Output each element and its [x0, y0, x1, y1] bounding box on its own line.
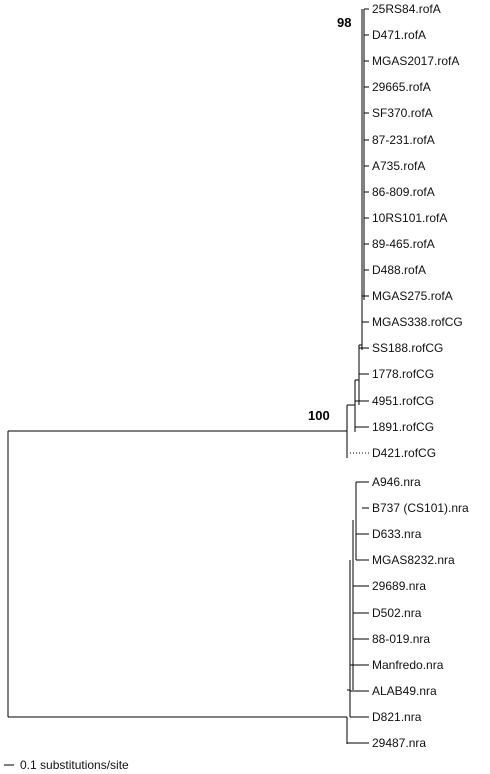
upper-clade-leaf-label: 10RS101.rofA [372, 211, 448, 225]
lower-clade-leaf-label: ALAB49.nra [372, 684, 437, 698]
upper-clade-leaf-label: MGAS2017.rofA [372, 54, 460, 68]
upper-clade-leaf-label: 1778.rofCG [372, 367, 435, 381]
lower-clade-leaf-label: B737 (CS101).nra [372, 501, 469, 515]
upper-clade-leaf-label: SF370.rofA [372, 106, 433, 120]
leaf-labels [372, 2, 469, 750]
upper-clade-leaf-label: MGAS275.rofA [372, 289, 453, 303]
upper-clade-leaf-label: 29665.rofA [372, 80, 431, 94]
upper-clade-leaf-label: 25RS84.rofA [372, 2, 441, 16]
lower-clade-leaf-label: D502.nra [372, 606, 422, 620]
upper-clade-leaf-label: D488.rofA [372, 263, 427, 277]
lower-clade-leaf-label: D633.nra [372, 527, 422, 541]
scale-bar [4, 758, 129, 772]
upper-clade-leaf-label: 86-809.rofA [372, 185, 435, 199]
upper-clade-leaf-label: 1891.rofCG [372, 420, 435, 434]
lower-clade-leaf-label: Manfredo.nra [372, 658, 444, 672]
upper-clade-leaf-label: MGAS338.rofCG [372, 315, 463, 329]
upper-clade-leaf-label: 4951.rofCG [372, 394, 435, 408]
lower-clade-leaf-label: MGAS8232.nra [372, 553, 455, 567]
bootstrap-upper-label: 98 [337, 15, 352, 30]
lower-clade-leaf-label: 88-019.nra [372, 632, 431, 646]
scale-bar-label: 0.1 substitutions/site [20, 758, 129, 772]
upper-clade-leaf-label: 89-465.rofA [372, 237, 435, 251]
upper-clade-leaf-label: A735.rofA [372, 159, 426, 173]
lower-clade-leaf-label: 29487.nra [372, 736, 427, 750]
bootstrap-root-label: 100 [308, 408, 330, 423]
lower-clade-leaf-label: D821.nra [372, 710, 422, 724]
lower-clade-leaf-label: A946.nra [372, 475, 421, 489]
upper-clade-leaf-label: SS188.rofCG [372, 341, 444, 355]
lower-clade-leaf-label: 29689.nra [372, 579, 427, 593]
upper-clade-leaf-label: D471.rofA [372, 28, 427, 42]
upper-clade-leaf-label: D421.rofCG [372, 446, 437, 460]
upper-clade-leaf-label: 87-231.rofA [372, 133, 435, 147]
tree-branches [8, 9, 364, 744]
